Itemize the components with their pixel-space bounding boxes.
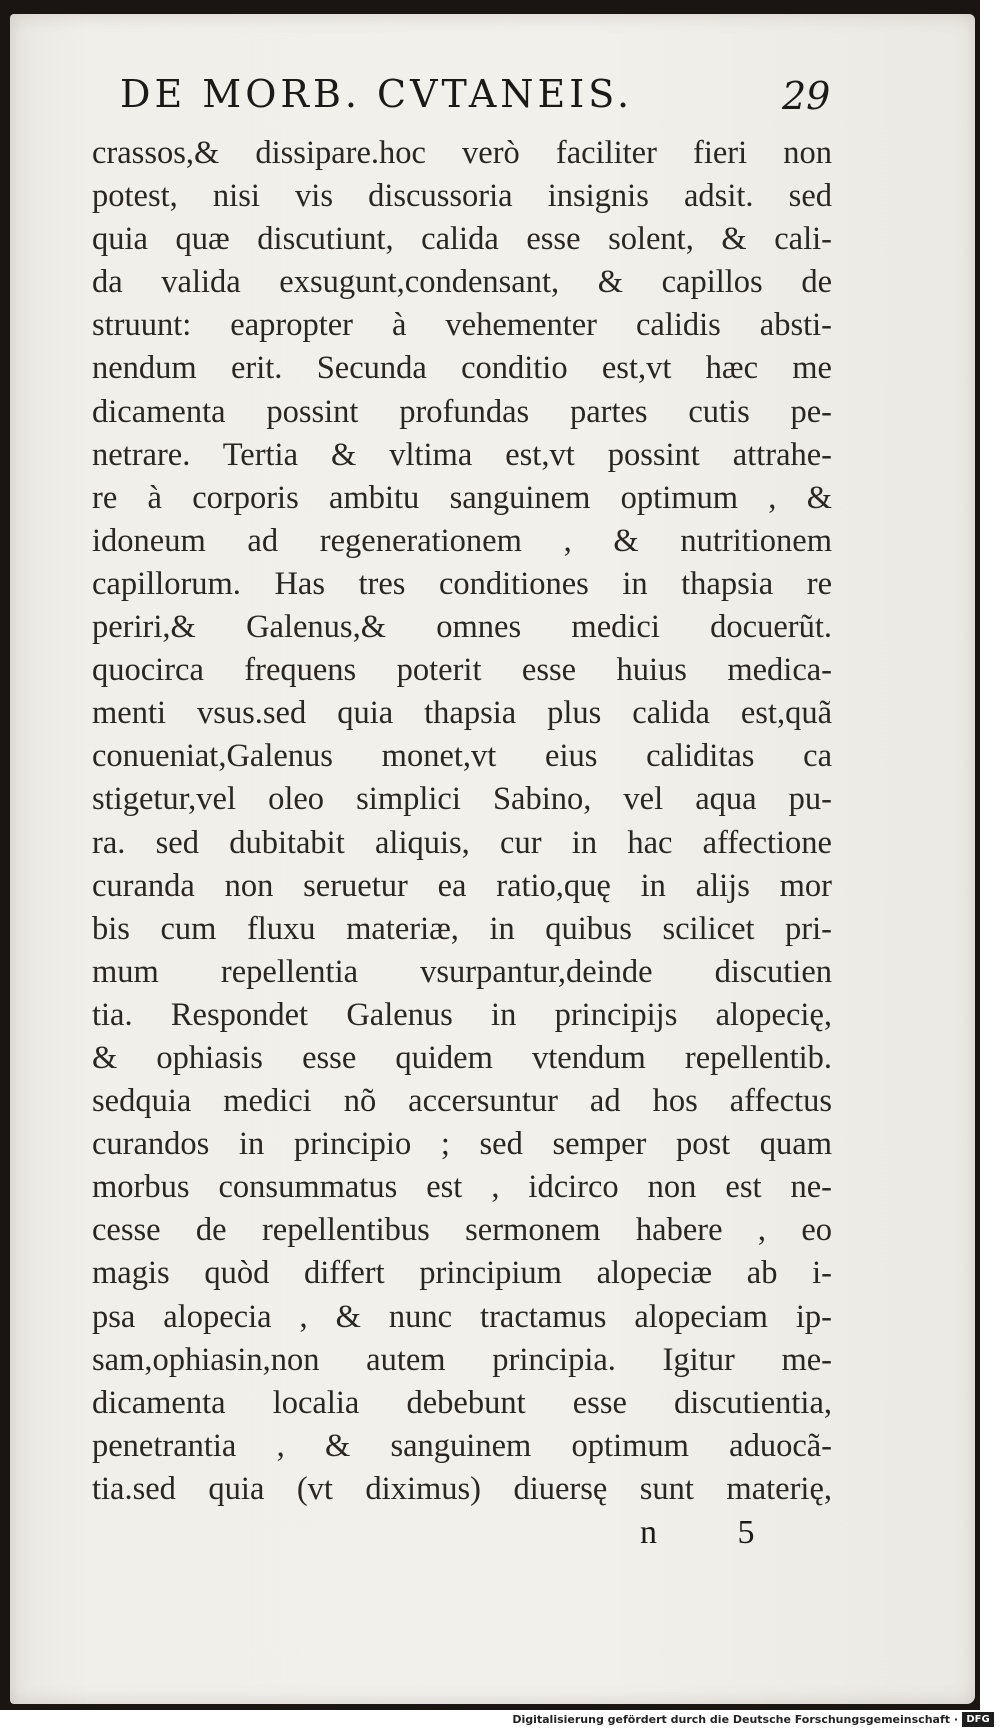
text-line: & ophiasis esse quidem vtendum repellentib. bbox=[92, 1039, 832, 1076]
text-line: penetrantia , & sanguinem optimum aduocã- bbox=[92, 1427, 832, 1464]
text-line: morbus consummatus est , idcirco non est ne- bbox=[92, 1169, 832, 1206]
text-line: tia.sed quia (vt diximus) diuersę sunt materię, bbox=[92, 1470, 832, 1507]
signature-mark: n 5 bbox=[640, 1514, 791, 1551]
text-line: psa alopecia , & nunc tractamus alopeciam ip- bbox=[92, 1298, 832, 1335]
dfg-logo: DFG bbox=[962, 1712, 994, 1727]
text-line: periri,& Galenus,& omnes medici docuerũt. bbox=[92, 609, 832, 646]
digitization-credit: Digitalisierung gefördert durch die Deutsche Forschungsgemeinschaft · bbox=[512, 1713, 958, 1726]
text-line: menti vsus.sed quia thapsia plus calida est,quã bbox=[92, 695, 832, 732]
text-line: idoneum ad regenerationem , & nutritionem bbox=[92, 522, 832, 559]
book-page bbox=[10, 14, 975, 1704]
text-line: curanda non seruetur ea ratio,quę in alijs mor bbox=[92, 867, 832, 904]
text-line: potest, nisi vis discussoria insignis adsit. sed bbox=[92, 178, 832, 215]
text-line: cesse de repellentibus sermonem habere , eo bbox=[92, 1212, 832, 1249]
text-line: dicamenta localia debebunt esse discutientia, bbox=[92, 1384, 832, 1421]
text-line: quia quæ discutiunt, calida esse solent, & cali- bbox=[92, 221, 832, 258]
text-line: magis quòd differt principium alopeciæ ab i- bbox=[92, 1255, 832, 1292]
text-line: tia. Respondet Galenus in principijs alopecię, bbox=[92, 996, 832, 1033]
text-line: dicamenta possint profundas partes cutis pe- bbox=[92, 393, 832, 430]
body-text bbox=[92, 132, 832, 1511]
text-line: da valida exsugunt,condensant, & capillos de bbox=[92, 264, 832, 301]
text-line: quocirca frequens poterit esse huius medica- bbox=[92, 652, 832, 689]
text-line: conueniat,Galenus monet,vt eius caliditas ca bbox=[92, 738, 832, 775]
text-line: curandos in principio ; sed semper post quam bbox=[92, 1126, 832, 1163]
text-line: sedquia medici nõ accersuntur ad hos affectus bbox=[92, 1083, 832, 1120]
text-line: capillorum. Has tres conditiones in thapsia re bbox=[92, 565, 832, 602]
text-line: sam,ophiasin,non autem principia. Igitur me- bbox=[92, 1341, 832, 1378]
text-line: re à corporis ambitu sanguinem optimum , & bbox=[92, 479, 832, 516]
text-line: crassos,& dissipare.hoc verò faciliter fieri non bbox=[92, 135, 832, 171]
text-line: mum repellentia vsurpantur,deinde discutien bbox=[92, 953, 832, 990]
text-line: netrare. Tertia & vltima est,vt possint attrahe- bbox=[92, 436, 832, 473]
running-head: DE MORB. CVTANEIS. bbox=[120, 72, 634, 116]
text-line: bis cum fluxu materiæ, in quibus scilicet pri- bbox=[92, 910, 832, 947]
text-line: stigetur,vel oleo simplici Sabino, vel aqua pu- bbox=[92, 781, 832, 818]
text-line: ra. sed dubitabit aliquis, cur in hac affectione bbox=[92, 824, 832, 861]
text-line: nendum erit. Secunda conditio est,vt hæc me bbox=[92, 350, 832, 387]
page-number: 29 bbox=[782, 74, 831, 118]
text-line: struunt: eapropter à vehementer calidis absti- bbox=[92, 307, 832, 344]
